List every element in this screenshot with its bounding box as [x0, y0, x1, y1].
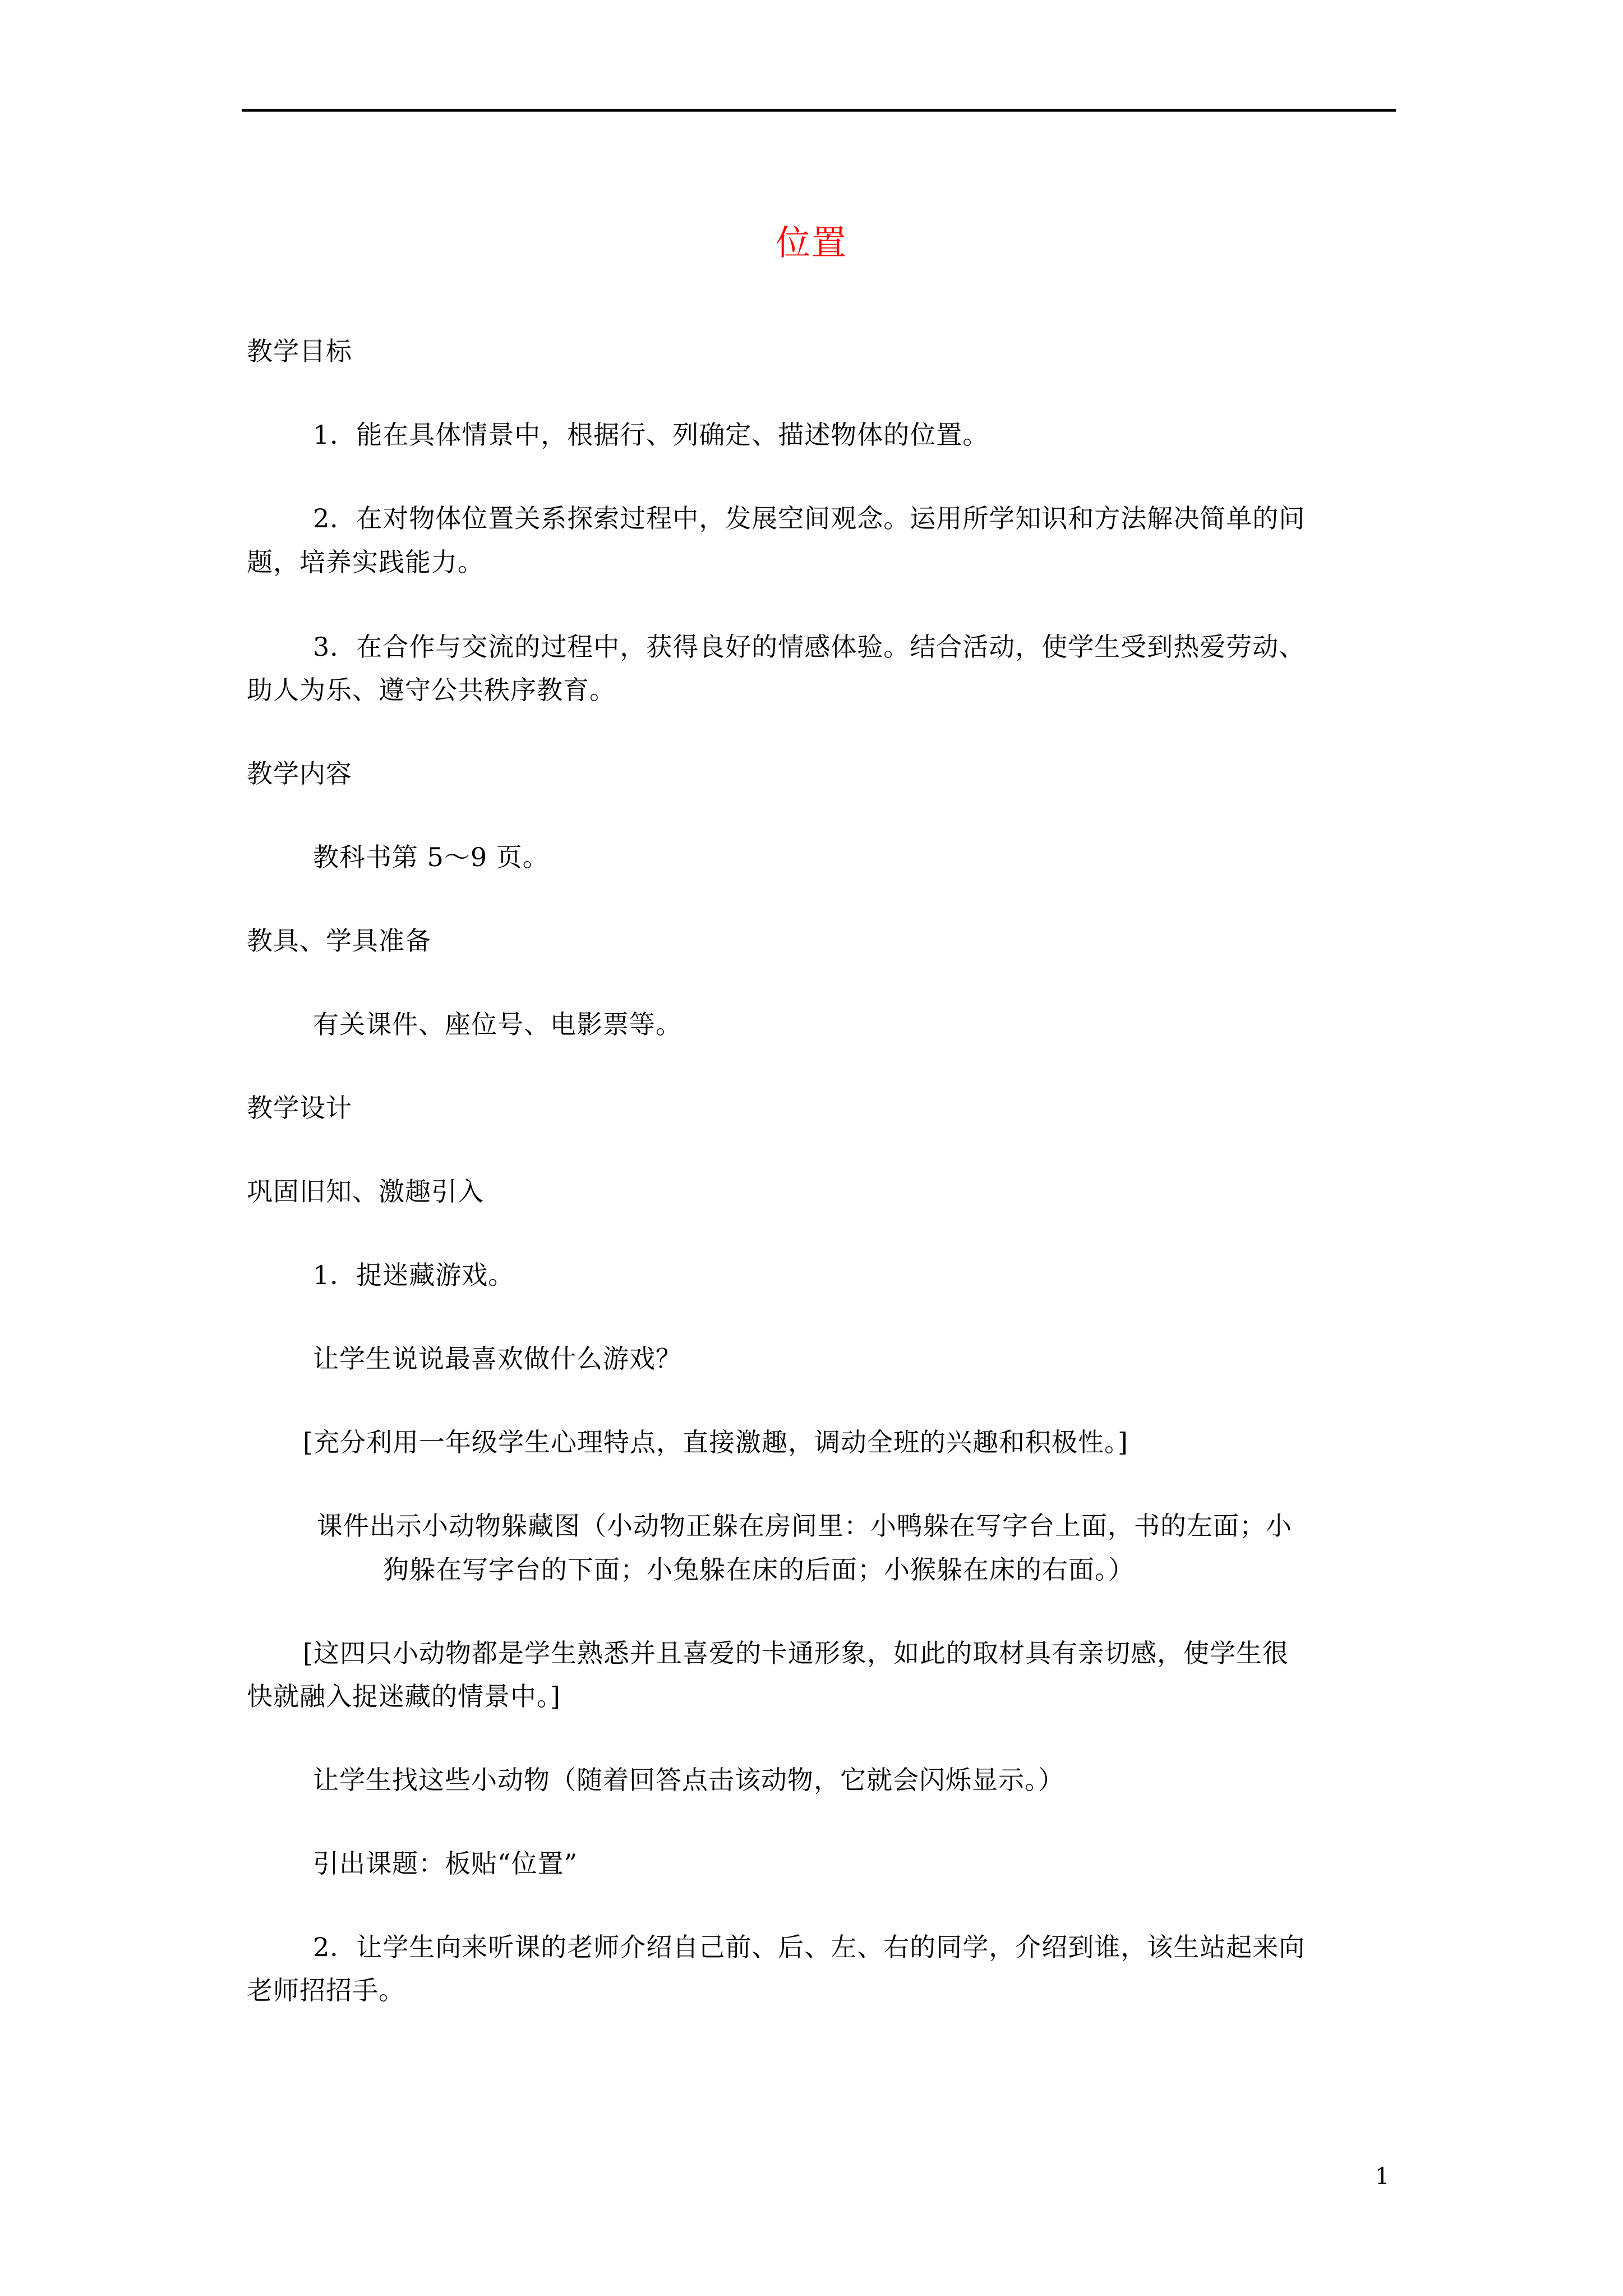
note-2-line-1: [这四只小动物都是学生熟悉并且喜爱的卡通形象，如此的取材具有亲切感，使学生很	[303, 1638, 1289, 1668]
goal-1: 1．能在具体情景中，根据行、列确定、描述物体的位置。	[313, 420, 989, 450]
note-1: [充分利用一年级学生心理特点，直接激趣，调动全班的兴趣和积极性。]	[303, 1427, 1128, 1457]
activity-2-line-1: 2．让学生向来听课的老师介绍自己前、后、左、右的同学，介绍到谁，该生站起来向	[313, 1932, 1306, 1962]
note-2-line-2: 快就融入捉迷藏的情景中。]	[247, 1681, 561, 1711]
section-review-intro: 巩固旧知、激趣引入	[247, 1176, 484, 1207]
goal-3-line-1: 3．在合作与交流的过程中，获得良好的情感体验。结合活动，使学生受到热爱劳动、	[313, 632, 1306, 662]
content-pages: 教科书第 5～9 页。	[313, 842, 549, 872]
goal-2-line-1: 2．在对物体位置关系探索过程中，发展空间观念。运用所学知识和方法解决简单的问	[313, 503, 1306, 533]
heading-teaching-content: 教学内容	[247, 758, 352, 789]
courseware-line-1: 课件出示小动物躲藏图（小动物正躲在房间里：小鸭躲在写字台上面，书的左面；小	[317, 1511, 1292, 1541]
goal-2-line-2: 题，培养实践能力。	[247, 547, 484, 577]
materials-list: 有关课件、座位号、电影票等。	[313, 1009, 682, 1039]
activity-2-line-2: 老师招招手。	[247, 1975, 405, 2005]
document-title: 位置	[775, 222, 847, 263]
find-animals: 让学生找这些小动物（随着回答点击该动物，它就会闪烁显示。）	[313, 1765, 1064, 1795]
heading-materials: 教具、学具准备	[247, 926, 431, 956]
page-number: 1	[1375, 2164, 1390, 2189]
heading-teaching-design: 教学设计	[247, 1093, 352, 1123]
activity-1: 1．捉迷藏游戏。	[313, 1260, 515, 1290]
introduce-topic: 引出课题：板贴“位置”	[313, 1848, 578, 1879]
activity-1-question: 让学生说说最喜欢做什么游戏？	[313, 1343, 682, 1374]
heading-teaching-goals: 教学目标	[247, 336, 352, 366]
header-rule	[242, 109, 1396, 112]
courseware-line-2: 狗躲在写字台的下面；小兔躲在床的后面；小猴躲在床的右面。）	[383, 1554, 1135, 1585]
goal-3-line-2: 助人为乐、遵守公共秩序教育。	[247, 675, 616, 705]
